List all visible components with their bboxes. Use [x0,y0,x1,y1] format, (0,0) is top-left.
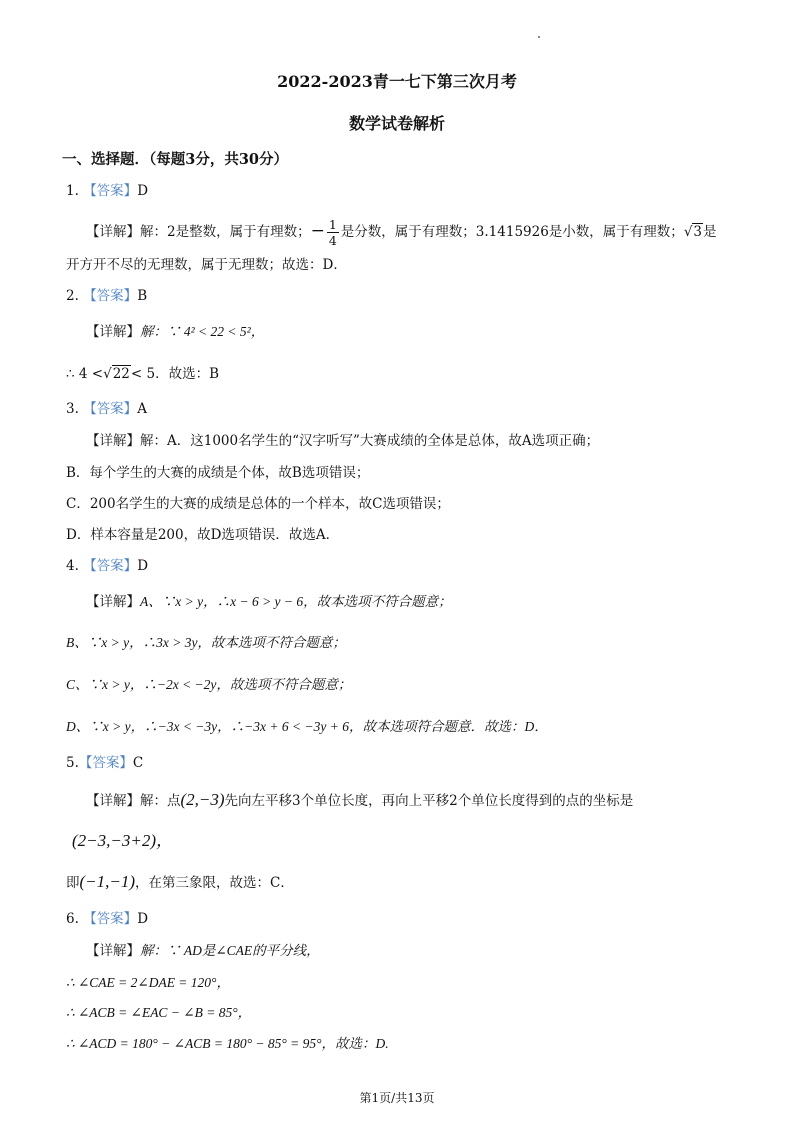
q1-detail-line1 [86,216,717,248]
q5-text1b: 先向左平移3个单位长度，再向上平移2个单位长度得到的点的坐标是 [224,793,634,809]
q6-answer-tag: 【答案】 [83,911,138,927]
q4-answer: D [137,558,149,574]
q3-detail-line4: D．样本容量是200，故D选项错误．故选A． [66,527,340,543]
q2-answer-line [66,286,147,306]
page-subtitle: 数学试卷解析 [348,114,445,133]
q2-detail-tag: 【详解】 [86,324,140,340]
q1-radical-sign: √ [683,224,693,240]
q3-detail-line2: B．每个学生的大赛的成绩是个体，故B选项错误； [66,465,370,481]
q2-text-a: ∴ 4 < [66,366,104,382]
q2-answer: B [137,288,148,304]
q2-number: 2. [66,288,79,304]
q1-minus: − [310,221,325,241]
q2-text-b: < 5．故选：B [130,366,219,382]
q4-detail-line1 [86,592,452,612]
q3-answer: A [137,401,147,417]
q6-text1: 解：∵ AD是∠CAE的平分线， [140,943,320,958]
q6-answer-line [66,909,148,929]
q3-number: 3. [66,401,79,417]
q5-text3a: 即 [66,875,80,891]
q5-detail-tag: 【详解】 [86,793,140,809]
q5-detail-line3 [66,872,294,893]
page-title: 2022-2023青一七下第三次月考 [277,72,517,91]
q2-detail-line1 [86,322,264,342]
q5-answer-line [66,753,143,773]
q1-text2: 是分数，属于有理数；3.1415926是小数，属于有理数； [340,224,684,240]
q4-detail-line3: C、∵x > y，∴−2x < −2y，故选项不符合题意； [66,677,352,692]
q1-radicand: 3 [693,224,703,240]
q5-number: 5. [66,755,79,771]
q6-answer: D [137,911,149,927]
q1-text1: 解：2是整数，属于有理数； [140,224,311,240]
q6-detail-tag: 【详解】 [86,943,140,959]
q1-answer-tag: 【答案】 [83,183,138,199]
q6-detail-line3: ∴ ∠ACB = ∠EAC − ∠B = 85°， [66,1005,252,1020]
q1-number: 1. [66,183,79,199]
q3-detail-line3: C．200名学生的大赛的成绩是总体的一个样本，故C选项错误； [66,496,450,512]
scan-speck [538,36,540,38]
q4-detail-line2: B、∵x > y，∴3x > 3y，故本选项不符合题意； [66,635,346,650]
section-heading: 一、选择题．（每题3分，共30分） [62,151,289,168]
q3-detail-tag: 【详解】 [86,433,140,449]
q5-text3b: ，在第三象限，故选：C． [135,875,294,891]
q3-answer-line [66,399,147,419]
q2-detail-line2 [66,364,219,384]
q4-detail-line4: D、∵x > y，∴−3x < −3y，∴−3x + 6 < −3y + 6，故本选项符合题意．故选：D． [66,719,548,734]
q5-point-result: (−1,−1) [79,872,136,891]
q1-answer: D [137,183,149,199]
q1-fraction-den: 4 [328,233,337,248]
q6-detail-line1 [86,941,320,961]
q3-detail-line1 [86,431,599,451]
q4-detail-tag: 【详解】 [86,594,140,610]
q4-text1: A、∵x > y，∴x − 6 > y − 6，故本选项不符合题意； [140,594,452,609]
q3-answer-tag: 【答案】 [83,401,138,417]
q1-fraction-num: 1 [328,217,337,232]
q5-point-start: (2,−3) [180,790,225,809]
q1-answer-line [66,181,148,201]
q4-number: 4. [66,558,79,574]
q2-answer-tag: 【答案】 [83,288,138,304]
q4-answer-line [66,556,148,576]
q5-text1a: 解：点 [140,793,181,809]
q6-detail-line4: ∴ ∠ACD = 180° − ∠ACB = 180° − 85° = 95°，故选：D. [66,1036,389,1051]
q6-number: 6. [66,911,79,927]
q6-detail-line2: ∴ ∠CAE = 2∠DAE = 120°， [66,975,230,990]
q5-answer-tag: 【答案】 [78,755,133,771]
q1-text3: 是 [703,224,717,240]
q5-answer: C [132,755,144,771]
q2-inequality: 解：∵ 4² < 22 < 5²， [140,324,265,339]
q2-radical-sign: √ [103,366,112,382]
q3-text1: 解：A．这1000名学生的“汉字听写”大赛成绩的全体是总体，故A选项正确； [140,433,600,449]
q4-answer-tag: 【答案】 [83,558,138,574]
q1-detail-tag: 【详解】 [86,224,140,240]
q5-detail-line2: (2−3,−3+2)， [72,831,173,850]
q1-fraction [327,217,339,248]
page-footer: 第1页/共13页 [359,1091,435,1105]
q1-detail-line2: 开方开不尽的无理数，属于无理数；故选：D． [66,257,347,273]
q5-detail-line1 [86,790,633,811]
q2-radicand: 22 [112,366,130,382]
